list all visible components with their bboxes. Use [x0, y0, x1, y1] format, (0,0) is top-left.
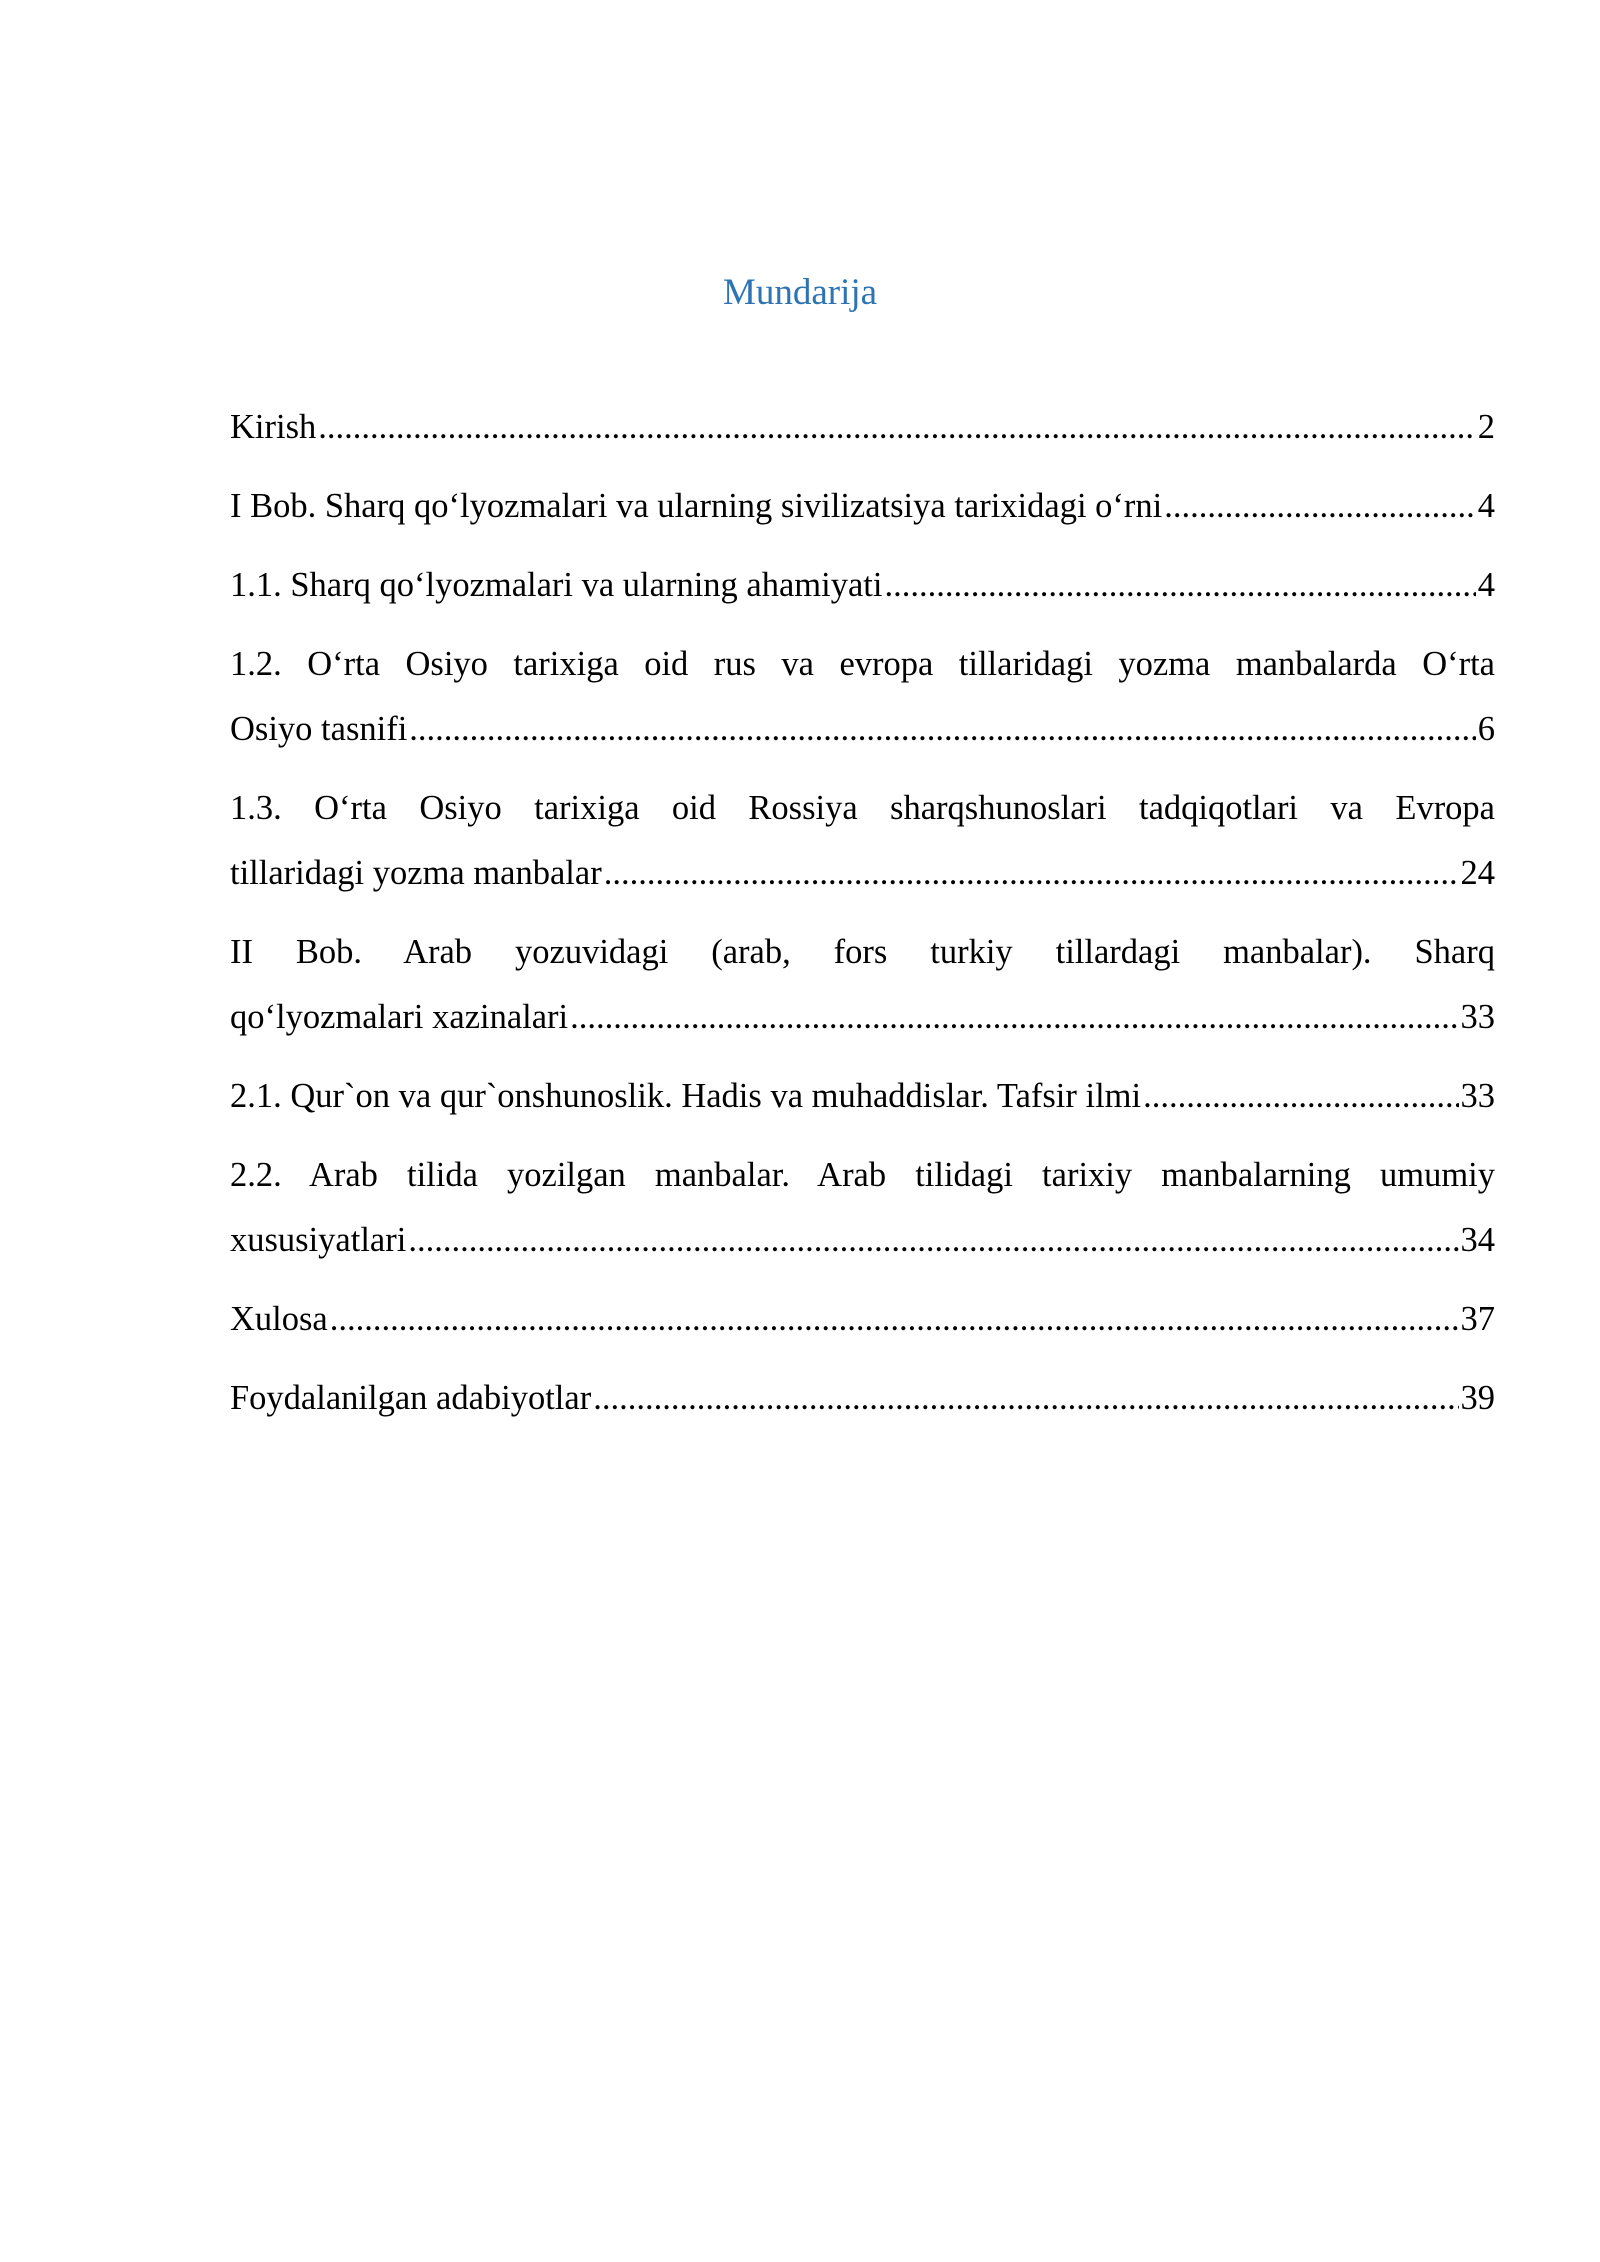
toc-page-number: 34 [1460, 1221, 1495, 1259]
toc-page-number: 24 [1460, 854, 1495, 892]
dot-leader [570, 985, 1458, 1050]
dot-leader [318, 395, 1476, 460]
toc-page-number: 6 [1477, 710, 1495, 748]
dot-leader [1143, 1064, 1458, 1129]
dot-leader [593, 1366, 1458, 1431]
toc-page-number: 2 [1477, 408, 1495, 446]
toc-entry-text: xususiyatlari [230, 1221, 407, 1259]
toc-entry-text: qo‘lyozmalari xazinalari [230, 998, 569, 1036]
toc-entry-xulosa[interactable] [230, 1287, 1495, 1352]
toc-entry-text: 2.1. Qur`on va qur`onshunoslik. Hadis va muhaddislar. Tafsir ilmi [230, 1077, 1142, 1115]
toc-entry-text: Kirish [230, 408, 317, 446]
toc-entry-chapter-1[interactable] [230, 474, 1495, 539]
toc-entry-kirish[interactable] [230, 395, 1495, 460]
toc-entry-text: Osiyo tasnifi [230, 710, 408, 748]
dot-leader [604, 841, 1459, 906]
toc-title: Mundarija [722, 272, 878, 313]
toc-entry-first-line: 1.3. O‘rta Osiyo tarixiga oid Rossiya sharqshunoslari tadqiqotlari va Evropa [230, 789, 1495, 827]
dot-leader [1164, 474, 1476, 539]
table-of-contents [230, 395, 1495, 1445]
dot-leader [408, 1208, 1458, 1273]
toc-entry-chapter-2[interactable] [230, 920, 1495, 1050]
toc-entry-section-1-3[interactable] [230, 776, 1495, 906]
toc-entry-section-2-2[interactable] [230, 1143, 1495, 1273]
toc-page-number: 33 [1460, 998, 1495, 1036]
toc-entry-text: I Bob. Sharq qo‘lyozmalari va ularning sivilizatsiya tarixidagi o‘rni [230, 487, 1163, 525]
dot-leader [409, 697, 1475, 762]
toc-entry-first-line: II Bob. Arab yozuvidagi (arab, fors turkiy tillardagi manbalar). Sharq [230, 933, 1495, 971]
toc-entry-text: Xulosa [230, 1300, 328, 1338]
toc-entry-bibliography[interactable] [230, 1366, 1495, 1431]
toc-entry-text: Foydalanilgan adabiyotlar [230, 1379, 592, 1417]
toc-entry-text: tillaridagi yozma manbalar [230, 854, 602, 892]
toc-entry-section-2-1[interactable] [230, 1064, 1495, 1129]
dot-leader [884, 553, 1475, 618]
toc-entry-section-1-1[interactable] [230, 553, 1495, 618]
dot-leader [330, 1287, 1459, 1352]
toc-entry-text: 1.1. Sharq qo‘lyozmalari va ularning ahamiyati [230, 566, 883, 604]
toc-page-number: 39 [1460, 1379, 1495, 1417]
toc-page-number: 4 [1477, 566, 1495, 604]
toc-entry-first-line: 1.2. O‘rta Osiyo tarixiga oid rus va evropa tillaridagi yozma manbalarda O‘rta [230, 645, 1495, 683]
toc-page-number: 33 [1460, 1077, 1495, 1115]
toc-page-number: 4 [1477, 487, 1495, 525]
toc-entry-first-line: 2.2. Arab tilida yozilgan manbalar. Arab tilidagi tarixiy manbalarning umumiy [230, 1156, 1495, 1194]
toc-page-number: 37 [1460, 1300, 1495, 1338]
toc-entry-section-1-2[interactable] [230, 632, 1495, 762]
